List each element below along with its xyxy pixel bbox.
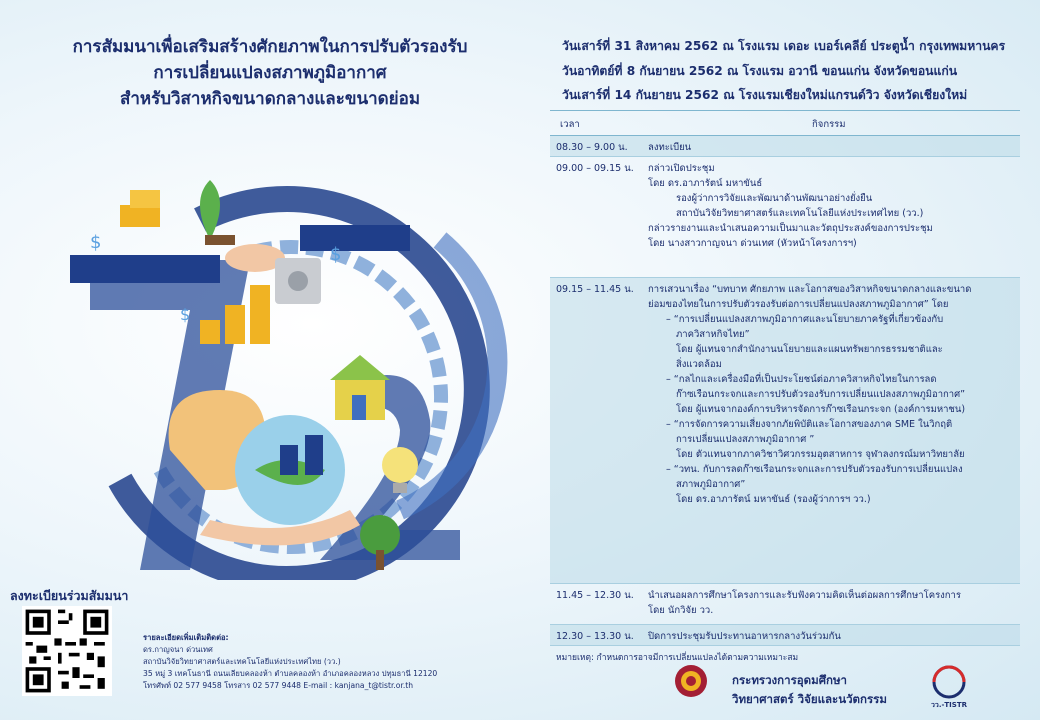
activity-line: การเปลี่ยนแปลงสภาพภูมิอากาศ ” [676, 434, 815, 445]
ministry-seal-icon [674, 664, 708, 698]
activity-line: รองผู้ว่าการวิจัยและพัฒนาด้านพัฒนาอย่างยั่งยืน [676, 193, 873, 204]
contact-line: รายละเอียดเพิ่มเติมติดต่อ: [143, 633, 229, 642]
activity-line: ลงทะเบียน [648, 142, 692, 153]
table-row [550, 157, 1020, 278]
activity-line: ภาควิสาหกิจไทย” [676, 329, 750, 340]
table-row [550, 136, 1020, 157]
table-row [550, 625, 1020, 646]
row-time: 12.30 – 13.30 น. [556, 631, 634, 642]
header-time: เวลา [560, 119, 580, 130]
activity-line: กล่าวรายงานและนำเสนอความเป็นมาและวัตถุประสงค์ของการประชุม [648, 223, 933, 234]
contact-line: ดร.กาญจนา ด่วนเทศ [143, 645, 213, 654]
venue-list [562, 34, 1005, 108]
table-header [550, 110, 1020, 136]
row-time: 08.30 – 9.00 น. [556, 142, 628, 153]
row-activity [648, 282, 1018, 507]
activity-line: โดย นางสาวกาญจนา ด่วนเทศ (หัวหน้าโครงการฯ) [648, 238, 857, 249]
activity-line: สถาบันวิจัยวิทยาศาสตร์และเทคโนโลยีแห่งประเทศไทย (วว.) [676, 208, 924, 219]
ministry-line: กระทรวงการอุดมศึกษา [732, 673, 847, 687]
activity-line: สภาพภูมิอากาศ” [676, 479, 746, 490]
svg-text:$: $ [330, 244, 342, 265]
row-activity [648, 140, 1018, 155]
ministry-name [732, 671, 887, 709]
qr-code-icon[interactable] [22, 606, 112, 696]
activity-line: ก๊าซเรือนกระจกและการปรับตัวรองรับการเปลี่ยนแปลงสภาพภูมิอากาศ” [676, 389, 966, 400]
row-activity [648, 161, 1018, 251]
activity-line: กล่าวเปิดประชุม [648, 163, 715, 174]
table-row [550, 584, 1020, 625]
header-activity: กิจกรรม [812, 119, 846, 130]
row-time: 09.00 – 09.15 น. [556, 163, 634, 174]
house-icon [330, 355, 390, 420]
row-activity [648, 588, 1018, 618]
row-time: 09.15 – 11.45 น. [556, 284, 634, 295]
footnote: หมายเหตุ: กำหนดการอาจมีการเปลี่ยนแปลงได้ตามความเหมาะสม [556, 653, 799, 663]
activity-line: สิ่งแวดล้อม [676, 359, 722, 370]
activity-line: โดย ตัวแทนจากภาควิชาวิศวกรรมอุตสาหการ จุฬาลงกรณ์มหาวิทยาลัย [676, 449, 965, 460]
ministry-line: วิทยาศาสตร์ วิจัยและนวัตกรรม [732, 692, 887, 706]
activity-line: โดย นักวิจัย วว. [648, 605, 714, 616]
tistr-logo-icon [920, 664, 978, 710]
register-label: ลงทะเบียนร่วมสัมมนา [10, 588, 129, 603]
contact-line: สถาบันวิจัยวิทยาศาสตร์และเทคโนโลยีแห่งประเทศไทย (วว.) [143, 657, 341, 666]
activity-line: – “การเปลี่ยนแปลงสภาพภูมิอากาศและนโยบายภาครัฐที่เกี่ยวข้องกับ [666, 314, 944, 325]
title-line-2: การเปลี่ยนแปลงสภาพภูมิอากาศ [153, 63, 387, 83]
activity-line: โดย ดร.อาภารัตน์ มหาขันธ์ [648, 178, 763, 189]
venue-item: วันเสาร์ที่ 14 กันยายน 2562 ณ โรงแรมเชียงใหม่แกรนด์วิว จังหวัดเชียงใหม่ [562, 88, 968, 102]
title-line-1: การสัมมนาเพื่อเสริมสร้างศักยภาพในการปรับตัวรองรับ [72, 37, 468, 57]
venue-item: วันเสาร์ที่ 31 สิงหาคม 2562 ณ โรงแรม เดอะ เบอร์เคลีย์ ประตูน้ำ กรุงเทพมหานคร [562, 39, 1006, 53]
right-panel [540, 0, 1040, 720]
svg-text:$: $ [90, 232, 102, 253]
activity-line: นำเสนอผลการศึกษาโครงการและรับฟังความคิดเห็นต่อผลการศึกษาโครงการ [648, 590, 961, 601]
row-time: 11.45 – 12.30 น. [556, 590, 634, 601]
activity-line: – “วทน. กับการลดก๊าซเรือนกระจกและการปรับตัวรองรับการเปลี่ยนแปลง [666, 464, 963, 475]
activity-line: – “กลไกและเครื่องมือที่เป็นประโยชน์ต่อภาควิสาหกิจไทยในการลด [666, 374, 937, 385]
table-row [550, 278, 1020, 584]
contact-line[interactable]: โทรศัพท์ 02 577 9458 โทรสาร 02 577 9448 E-mail : kanjana_t@tistr.or.th [143, 681, 414, 690]
safe-icon [275, 258, 321, 304]
activity-line: โดย ดร.อาภารัตน์ มหาขันธ์ (รองผู้ว่าการฯ วว.) [676, 494, 871, 505]
activity-line: ย่อมของไทยในการปรับตัวรองรับต่อการเปลี่ยนแปลงสภาพภูมิอากาศ” โดย [648, 299, 949, 310]
venue-item: วันอาทิตย์ที่ 8 กันยายน 2562 ณ โรงแรม อวานี ขอนแก่น จังหวัดขอนแก่น [562, 63, 958, 78]
climate-illustration [60, 150, 510, 580]
activity-line: การเสวนาเรื่อง “บทบาท ศักยภาพ และโอกาสของวิสาหกิจขนาดกลางและขนาด [648, 284, 972, 295]
page-title [40, 34, 500, 112]
contact-info [143, 632, 523, 692]
activity-line: โดย ผู้แทนจากสำนักงานนโยบายและแผนทรัพยากรธรรมชาติและ [676, 344, 943, 355]
contact-line: 35 หมู่ 3 เทคโนธานี ถนนเลียบคลองห้า ตำบลคลองห้า อำเภอคลองหลวง ปทุมธานี 12120 [143, 669, 438, 678]
activity-line: ปิดการประชุมรับประทานอาหารกลางวันร่วมกัน [648, 631, 841, 642]
svg-text:$: $ [180, 305, 191, 324]
schedule-table [550, 110, 1020, 646]
title-line-3: สำหรับวิสาหกิจขนาดกลางและขนาดย่อม [119, 89, 421, 109]
svg-text:วว.-TISTR: วว.-TISTR [930, 701, 968, 709]
row-activity [648, 629, 1018, 644]
activity-line: – “การจัดการความเสี่ยงจากภัยพิบัติและโอกาสของภาค SME ในวิกฤติ [666, 419, 953, 430]
activity-line: โดย ผู้แทนจากองค์การบริหารจัดการก๊าซเรือนกระจก (องค์การมหาชน) [676, 404, 966, 415]
